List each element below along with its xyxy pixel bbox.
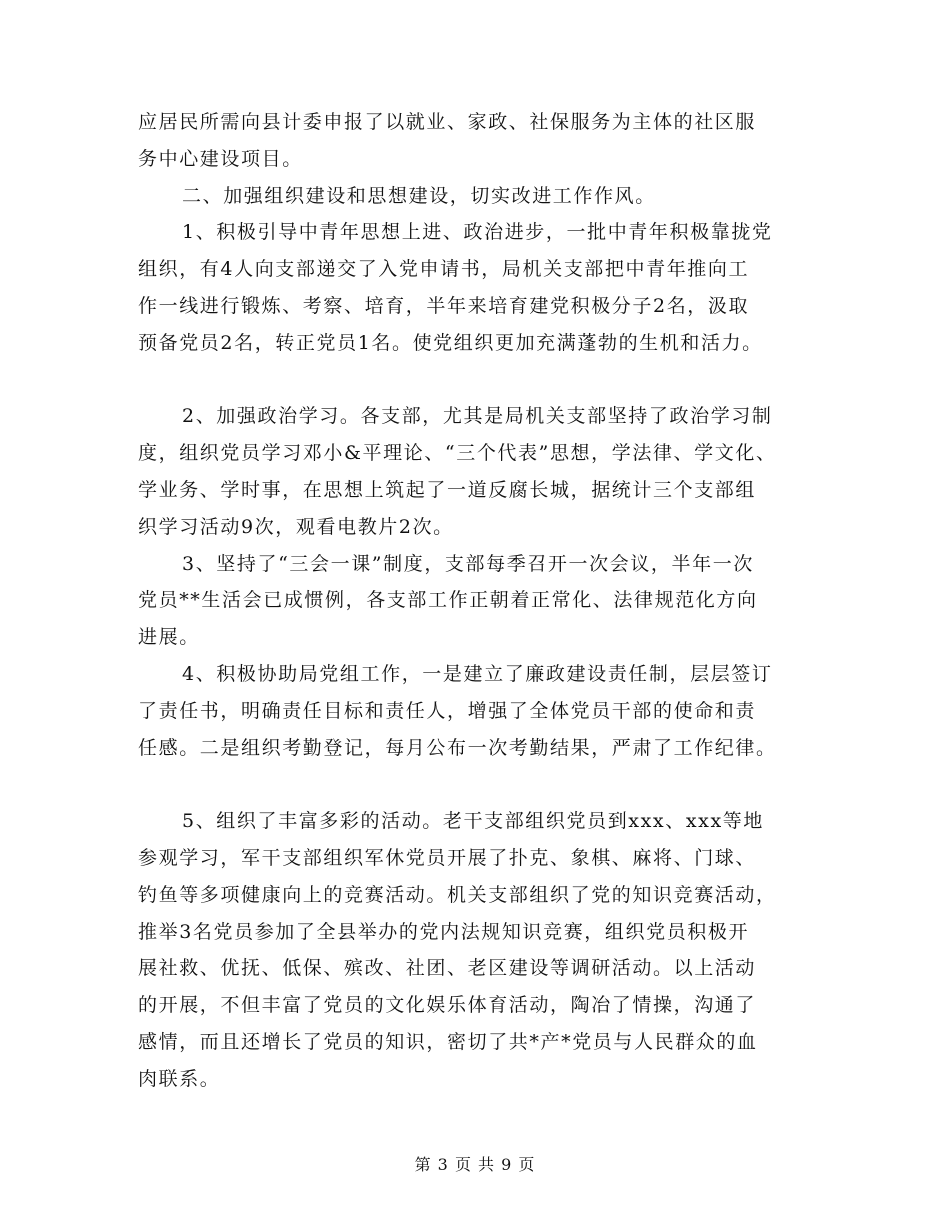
text-line: 感情，而且还增长了党员的知识，密切了共*产*党员与人民群众的血: [138, 1030, 758, 1053]
paragraph-gap: [138, 766, 818, 803]
text-line: 学业务、学时事，在思想上筑起了一道反腐长城，据统计三个支部组: [138, 478, 757, 501]
text-line: 参观学习，军干支部组织军休党员开展了扑克、象棋、麻将、门球、: [138, 846, 757, 869]
text-line: 度，组织党员学习邓小&平理论、“三个代表”思想，学法律、学文化、: [138, 442, 777, 465]
text-line: 应居民所需向县计委申报了以就业、家政、社保服务为主体的社区服: [138, 111, 757, 133]
text-line: 作一线进行锻炼、考察、培育，半年来培育建党积极分子2名，汲取: [138, 294, 750, 317]
text-line: 务中心建设项目。: [138, 147, 303, 170]
text-line: 的开展，不但丰富了党员的文化娱乐体育活动，陶冶了情操，沟通了: [138, 994, 757, 1017]
text-line: 3、坚持了“三会一课”制度，支部每季召开一次会议，半年一次: [182, 552, 754, 575]
document-body: [138, 104, 818, 1098]
paragraph-gap: [138, 362, 818, 399]
text-line: 组织，有4人向支部递交了入党申请书，局机关支部把中青年推向工: [138, 258, 750, 281]
text-line: 5、组织了丰富多彩的活动。老干支部组织党员到xxx、xxx等地: [182, 810, 764, 833]
text-line: 2、加强政治学习。各支部，尤其是局机关支部坚持了政治学习制: [182, 405, 773, 428]
text-line: 肉联系。: [138, 1067, 221, 1090]
text-line: 展社救、优抚、低保、殡改、社团、老区建设等调研活动。以上活动: [138, 957, 757, 980]
text-line: 4、积极协助局党组工作，一是建立了廉政建设责任制，层层签订: [182, 662, 773, 685]
text-line: 预备党员2名，转正党员1名。使党组织更加充满蓬勃的生机和活力。: [138, 331, 763, 354]
text-line: 任感。二是组织考勤登记，每月公布一次考勤结果，严肃了工作纪律。: [138, 736, 777, 759]
text-line: 钓鱼等多项健康向上的竞赛活动。机关支部组织了党的知识竞赛活动，: [138, 883, 777, 906]
text-line: 推举3名党员参加了全县举办的党内法规知识竞赛，组织党员积极开: [138, 920, 750, 943]
text-line: 1、积极引导中青年思想上进、政治进步，一批中青年积极靠拢党: [182, 221, 773, 244]
text-line: 了责任书，明确责任目标和责任人，增强了全体党员干部的使命和责: [138, 699, 757, 722]
section-heading: 二、加强组织建设和思想建设，切实改进工作作风。: [182, 184, 656, 207]
page-number-footer: 第 3 页 共 9 页: [414, 1155, 536, 1174]
text-line: 党员**生活会已成惯例，各支部工作正朝着正常化、法律规范化方向: [138, 589, 758, 612]
text-line: 进展。: [138, 626, 200, 649]
text-line: 织学习活动9次，观看电教片2次。: [138, 515, 454, 538]
